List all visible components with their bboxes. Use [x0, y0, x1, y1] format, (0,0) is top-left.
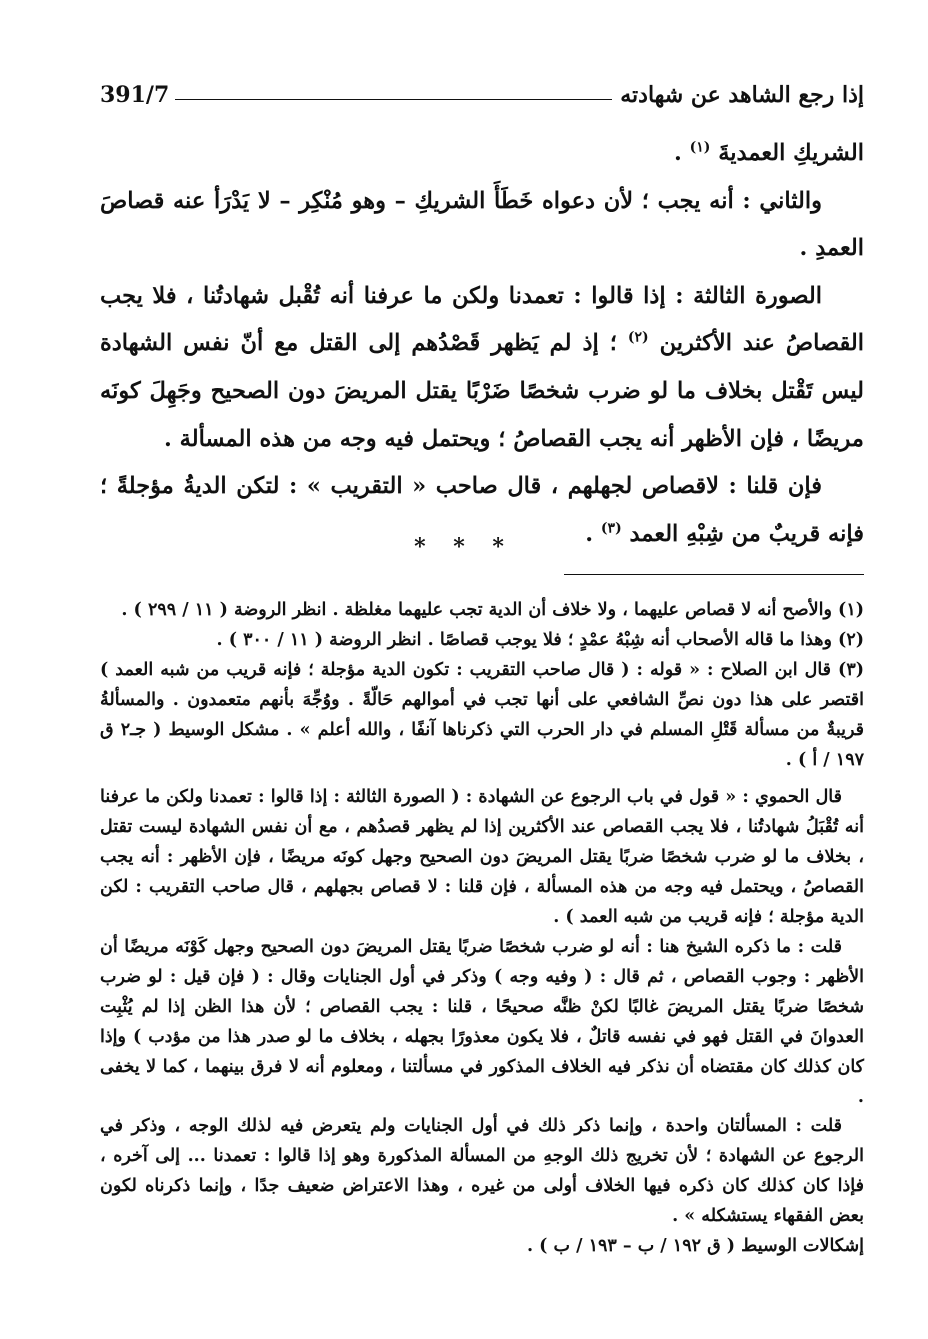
paragraph-4-text: فإن قلنا : لاقصاص لجهلهم ، قال صاحب « التقريب » : لتكن الديةُ مؤجلةً ؛ فإنه قريبٌ من شِبْهِ العمد [100, 473, 864, 547]
header-rule [175, 99, 612, 100]
main-text [100, 130, 864, 558]
paragraph-3 [100, 273, 864, 463]
footnote-ref-1[interactable]: (١) [689, 139, 711, 156]
running-header [100, 68, 864, 108]
footnote-2: (٢) وهذا ما قاله الأصحاب أنه شِبْهُ عمْدٍ ؛ فلا يوجب قصاصًا . انظر الروضة ( ١١ / ٣٠٠ ) . [216, 629, 864, 650]
footnote-3-source: إشكالات الوسيط ( ق ١٩٢ / ب – ١٩٣ / ب ) . [526, 1236, 864, 1257]
paragraph-2: والثاني : أنه يجب ؛ لأن دعواه خَطَأَ الشريكِ – وهو مُنْكِر – لا يَدْرَأ عنه قصاصَ العمدِ . [100, 187, 864, 262]
paragraph-1-end: . [673, 140, 690, 166]
footnote-3-comment-1: قلت : ما ذكره الشيخ هنا : أنه لو ضرب شخصًا ضربًا يقتل المريضَ دون الصحيح وجهل كَوْنَه مريضًا أن الأظهر : وجوب القصاص ، ثم قال : ( وفيه وجه ) وذكر في أول الجنايات وقال : ( فإن قيل : لو ضرب شخصًا ضربًا يقتل المريضَ غالبًا لكنْ ظنَّه صحيحًا ، قلنا : يجب القصاص ؛ لأن هذا الظن إذا لم يُثْبِت العدوانَ في القتل فهو في نفسه قاتلٌ ، فلا يكون معذورًا بجهله ، بخلاف ما لو صدر هذا من مؤدب ) وإذا كان كذلك كان مقتضاه أن نذكر فيه الخلاف المذكور في مسألتنا ، ومعلوم أنه لا فرق بينهما ، كما لا يخفى . [100, 936, 864, 1107]
paragraph-1-text: الشريكِ العمديةَ [718, 140, 864, 166]
paragraph-3-text-b: ؛ إذ لم يَظهر قَصْدُهم إلى القتل مع أنّ نفس الشهادة ليس تَقْتل بخلاف ما لو ضرب شخصًا ضَرْبًا يقتل المريضَ دون الصحيح وجَهِلَ كونَه مريضًا ، فإن الأظهر أنه يجب القصاصُ ؛ ويحتمل فيه وجه من هذه المسألة . [100, 330, 864, 452]
footnote-1: (١) والأصح أنه لا قصاص عليهما ، ولا خلاف أن الدية تجب عليهما مغلظة . انظر الروضة ( ١١ / ٢٩٩ ) . [121, 600, 864, 620]
footnote-3-comment-2: قلت : المسألتان واحدة ، وإنما ذكر ذلك في أول الجنايات ولم يتعرض فيه لذلك الوجه ، وذكر في الرجوع عن الشهادة ؛ لأن تخريج ذلك الوجهِ من المسألة المذكورة وهو إذا قالوا : تعمدنا ... إلى آخره ، فإذا كان كذلك كان ذكره فيها الخلاف أولى من غيره ، وهذا الاعتراض ضعيف جدًا ، وإنما ذكرناه لكون بعض الفقهاء يستشكله » . [100, 1116, 864, 1227]
footnote-ref-3[interactable]: (٣) [600, 520, 622, 537]
paragraph-1 [100, 130, 864, 178]
section-separator: * * * [414, 534, 514, 560]
footnotes [100, 596, 864, 1262]
footnote-ref-2[interactable]: (٢) [627, 329, 649, 346]
footnote-3-quote: قال الحموي : « قول في باب الرجوع عن الشهادة : ( الصورة الثالثة : إذا قالوا : تعمدنا ولكن ما عرفنا أنه تُقْبَلُ شهادتُنا ، فلا يجب القصاص عند الأكثرين إذا لم يظهر قصدُهم ، مع أن نفس الشهادة ليست تقتل ، بخلاف ما لو ضرب شخصًا ضربًا يقتل المريضَ دون الصحيح وجهل كونَه مريضًا ، فإن الأظهر : أنه يجب القصاصُ ، ويحتمل فيه وجه من هذه المسألة ، فإن قلنا : لا قصاص بجهلهم ، قال صاحب التقريب : لكن الدية مؤجلة ؛ فإنه قريب من شبه العمد ) . [100, 787, 864, 928]
footnote-3: (٣) قال ابن الصلاح : « قوله : ( قال صاحب التقريب : تكون الدية مؤجلة ؛ فإنه قريب من شبه العمد ) اقتصر على هذا دون نصِّ الشافعي على أنها تجب في أموالهم حَالّةً . ووُجِّهَ بأنهم متعمدون . والمسألةُ قريبةٌ من مسألة قَتْلِ المسلم في دار الحرب التي ذكرناها آنفًا ، والله أعلم » . مشكل الوسيط ( جـ٢ ق ١٩٧ / أ ) . [100, 659, 864, 770]
footnote-rule [564, 574, 864, 575]
chapter-title: إذا رجع الشاهد عن شهادته [620, 82, 864, 108]
page-number: 391/7 [100, 82, 170, 108]
paragraph-3-text-a: : إذا قالوا : تعمدنا ولكن ما عرفنا أنه تُقْبل شهادتُنا ، فلا يجب القصاصُ عند الأكثرين [100, 282, 864, 357]
section-lead: الصورة الثالثة [693, 282, 822, 309]
paragraph-4-end: . [585, 520, 601, 547]
